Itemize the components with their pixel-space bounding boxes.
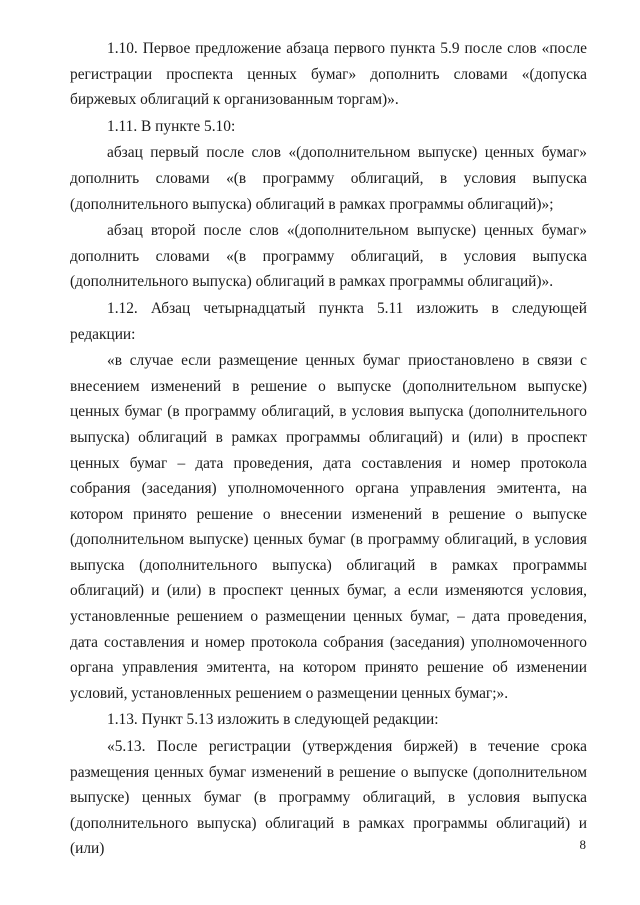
page-number: 8 xyxy=(579,837,586,852)
paragraph-abzac-pervyi: абзац первый после слов «(дополнительном выпуске) ценных бумаг» дополнить словами «(в программу облигаций, в условия выпуска (дополнительного выпуска) облигаций в рамках программы облигаций)»; xyxy=(70,144,587,213)
document-body xyxy=(70,36,587,863)
paragraph-quote-5-13: «5.13. После регистрации (утверждения биржей) в течение срока размещения ценных бумаг изменений в решение о выпуске (дополнительном выпуске) ценных бумаг (в программу облигаций, в условия выпуска (дополнительного выпуска) облигаций в рамках программы облигаций) и (или) xyxy=(70,738,587,858)
paragraph-1-13: 1.13. Пункт 5.13 изложить в следующей редакции: xyxy=(107,711,439,729)
paragraph-abzac-vtoroi: абзац второй после слов «(дополнительном выпуске) ценных бумаг» дополнить словами «(в программу облигаций, в условия выпуска (дополнительного выпуска) облигаций в рамках программы облигаций)». xyxy=(70,222,587,291)
paragraph-quote-5-11: «в случае если размещение ценных бумаг приостановлено в связи с внесением изменений в решение о выпуске (дополнительном выпуске) ценных бумаг (в программу облигаций, в условия выпуска (дополнительного выпуска) облигаций в рамках программы облигаций) и (или) в проспект ценных бумаг – дата проведения, дата составления и номер протокола собрания (заседания) уполномоченного органа управления эмитента, на котором принято решение о внесении изменений в решение о выпуске (дополнительном выпуске) ценных бумаг (в программу облигаций, в условия выпуска (дополнительного выпуска) облигаций в рамках программы облигаций) и (или) в проспект ценных бумаг, а если изменяются условия, установленные решением о размещении ценных бумаг, – дата проведения, дата составления и номер протокола собрания (заседания) уполномоченного органа управления эмитента, на котором принято решение об изменении условий, установленных решением о размещении ценных бумаг;». xyxy=(70,352,587,702)
paragraph-1-11: 1.11. В пункте 5.10: xyxy=(107,117,236,135)
paragraph-1-12: 1.12. Абзац четырнадцатый пункта 5.11 изложить в следующей редакции: xyxy=(70,299,587,343)
paragraph-1-10: 1.10. Первое предложение абзаца первого пункта 5.9 после слов «после регистрации проспекта ценных бумаг» дополнить словами «(допуска биржевых облигаций к организованным торгам)». xyxy=(70,40,587,109)
